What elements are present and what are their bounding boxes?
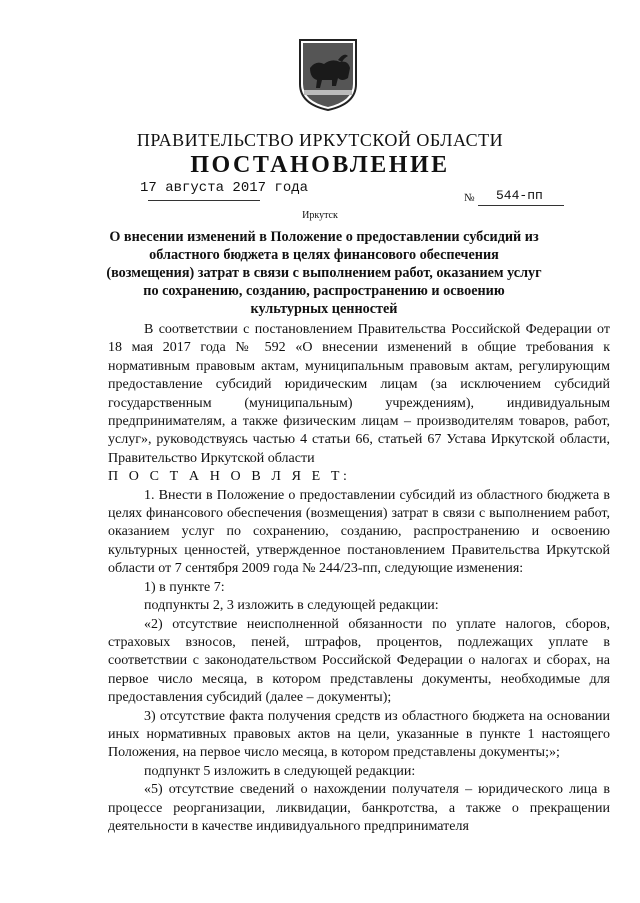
document-subject-title: О внесении изменений в Положение о предоставлении субсидий из областного бюджета в целях финансового обеспечения (возмещения) затрат в связи с выполнением работ, оказанием услуг по сохранению, созданию, распространению и освоению культурных ценностей	[106, 229, 542, 317]
paragraph-subitem-2-text: «2) отсутствие неисполненной обязанности по уплате налогов, сборов, страховых взносов, пеней, штрафов, процентов, подлежащих уплате в соответствии с законодательством Российской Федерации о налогах и сборах, на первое число месяца, в котором представлены документы, необходимые для предоставления субсидий (далее – документы);	[108, 616, 610, 706]
resolves-heading: П О С Т А Н О В Л Я Е Т:	[108, 469, 351, 485]
document-number: 544-пп	[496, 188, 543, 203]
document-body	[108, 321, 610, 836]
number-sign: №	[464, 192, 475, 204]
paragraph-subitem-5-text: «5) отсутствие сведений о нахождении получателя – юридического лица в процессе реорганизации, ликвидации, банкротства, а также о прекращении деятельности в качестве индивидуального предпринимателя	[108, 782, 610, 834]
government-name: ПРАВИТЕЛЬСТВО ИРКУТСКОЙ ОБЛАСТИ	[136, 130, 504, 150]
paragraph-item-1: 1. Внести в Положение о предоставлении субсидий из областного бюджета в целях финансового обеспечения (возмещения) затрат в связи с выполнением работ, оказанием услуг по сохранению, созданию, распространению и освоению культурных ценностей, утвержденное постановлением Правительства Иркутской области от 7 сентября 2009 года № 244/23-пп, следующие изменения:	[108, 487, 610, 577]
paragraph-subitem-1: 1) в пункте 7:	[144, 579, 225, 595]
number-underline	[478, 205, 564, 206]
paragraph-subitem-3-text: 3) отсутствие факта получения средств из областного бюджета на основании иных нормативных правовых актов на цели, указанные в пункте 1 настоящего Положения, на первое число месяца, в котором представлены документы;»;	[108, 708, 610, 761]
document-type-title: ПОСТАНОВЛЕНИЕ	[190, 152, 450, 178]
date-underline	[148, 200, 260, 201]
preamble-paragraph: В соответствии с постановлением Правительства Российской Федерации от 18 мая 2017 года № 592 «О внесении изменений в общие требования к нормативным правовым актам, муниципальным правовым актам, регулирующим предоставление субсидий юридическим лицам (за исключением субсидий государственным (муниципальным) учреждениям), индивидуальным предпринимателям, а также физическим лицам – производителям товаров, работ, услуг», руководствуясь частью 4 статьи 66, статьей 67 Устава Иркутской области, Правительство Иркутской области	[108, 322, 610, 466]
paragraph-subitem-5-intro: подпункт 5 изложить в следующей редакции:	[144, 763, 416, 779]
paragraph-subitems-2-3-intro: подпункты 2, 3 изложить в следующей редакции:	[144, 598, 439, 614]
irkutsk-coat-of-arms-icon	[298, 38, 358, 112]
city-name: Иркутск	[302, 210, 338, 221]
document-date: 17 августа 2017 года	[140, 180, 309, 196]
